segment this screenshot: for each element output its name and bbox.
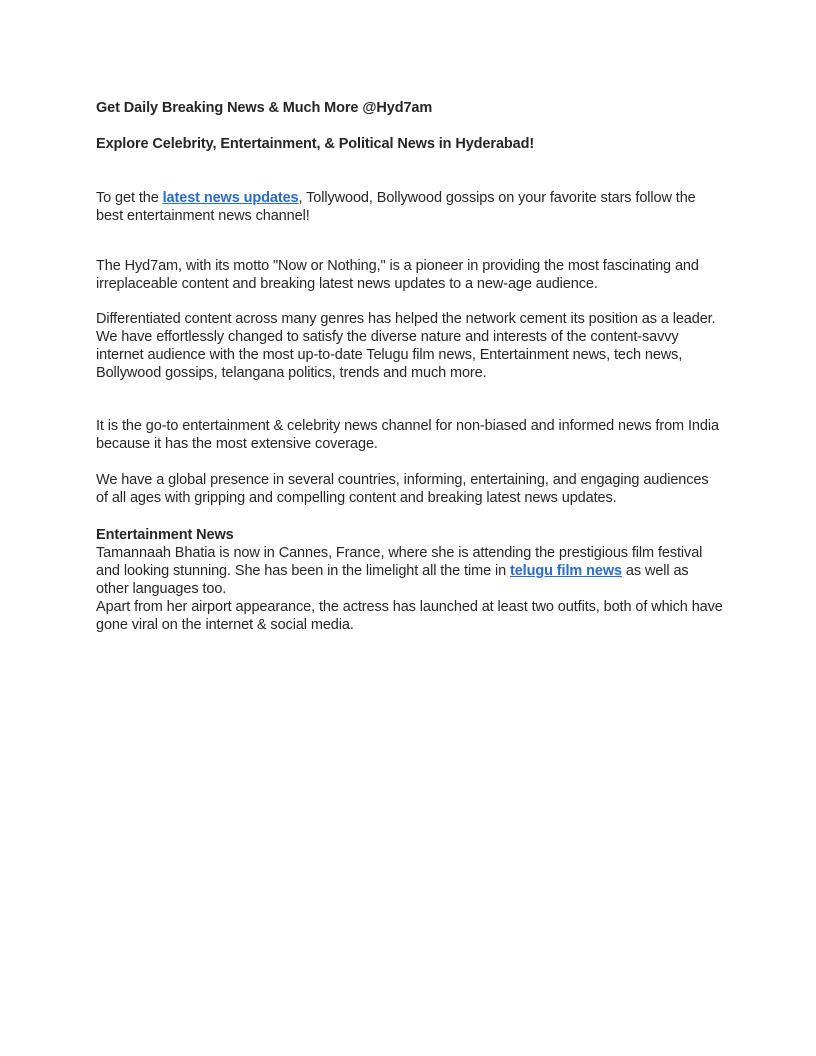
entertainment-text-after: as well as other languages too. <box>96 563 689 597</box>
entertainment-text-before: Tamannaah Bhatia is now in Cannes, France, where she is attending the prestigious film festival and looking stunning. She has been in the limelight all the time in <box>96 545 703 579</box>
telugu-film-news-link[interactable]: telugu film news <box>509 563 622 579</box>
paragraph-intro <box>96 189 724 225</box>
latest-news-updates-link[interactable]: latest news updates <box>162 190 299 206</box>
paragraph-global-presence: We have a global presence in several countries, informing, entertaining, and engaging audiences of all ages with gripping and compelling content and breaking latest news updates. <box>96 472 709 506</box>
paragraph-entertainment-line2: Apart from her airport appearance, the actress has launched at least two outfits, both of which have gone viral on the internet & social media. <box>96 599 723 633</box>
section-heading-entertainment: Entertainment News <box>96 527 234 543</box>
paragraph-about: The Hyd7am, with its motto "Now or Nothing," is a pioneer in providing the most fascinating and irreplaceable content and breaking latest news updates to a new-age audience. <box>96 258 699 292</box>
intro-text-before: To get the <box>96 190 163 206</box>
differentiated-line1: Differentiated content across many genres has helped the network cement its position as a leader. <box>96 311 716 327</box>
doc-subtitle: Explore Celebrity, Entertainment, & Political News in Hyderabad! <box>96 136 535 152</box>
paragraph-differentiated <box>96 310 724 382</box>
differentiated-rest: We have effortlessly changed to satisfy the diverse nature and interests of the content-savvy internet audience with the most up-to-date Telugu film news, Entertainment news, tech news, Bollywood gossips, telangana politics, trends and much more. <box>96 329 683 381</box>
paragraph-goto-channel: It is the go-to entertainment & celebrity news channel for non-biased and informed news from India because it has the most extensive coverage. <box>96 418 719 452</box>
intro-text-after: , Tollywood, Bollywood gossips on your favorite stars follow the best entertainment news channel! <box>96 190 696 224</box>
paragraph-entertainment <box>96 544 724 598</box>
doc-title: Get Daily Breaking News & Much More @Hyd7am <box>96 100 433 116</box>
